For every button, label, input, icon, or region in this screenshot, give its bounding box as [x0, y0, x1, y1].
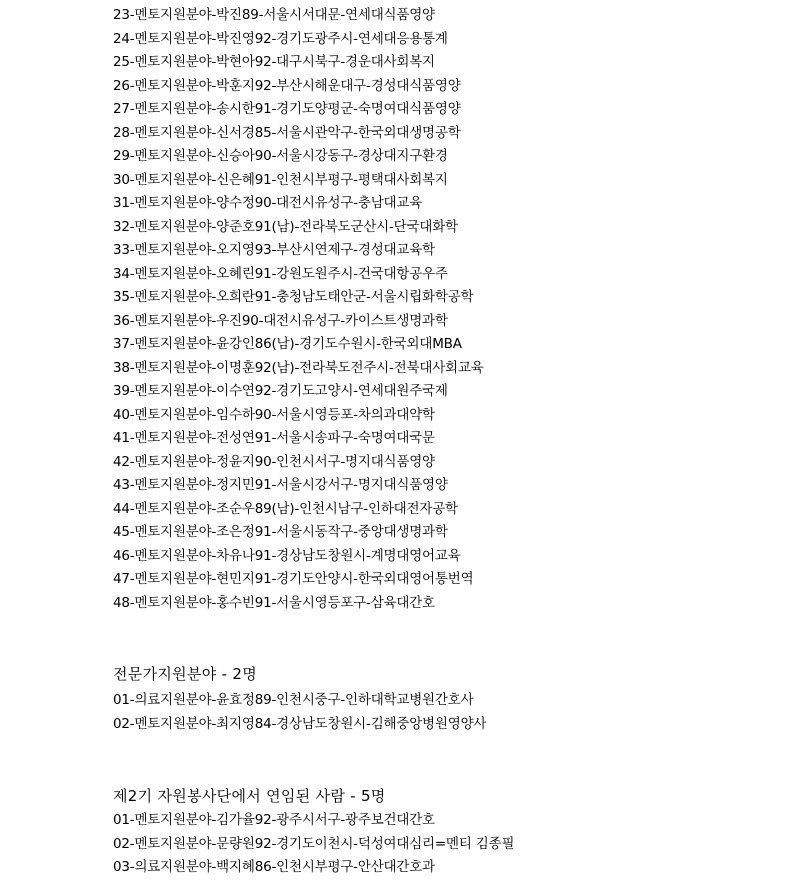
list-item: 45-멘토지원분야-조은정91-서울시동작구-중앙대생명과학 — [113, 524, 448, 540]
list-item: 29-멘토지원분야-신승아90-서울시강동구-경상대지구환경 — [113, 148, 448, 164]
list-item: 28-멘토지원분야-신서경85-서울시관악구-한국외대생명공학 — [113, 124, 461, 141]
list-item: 26-멘토지원분야-박훈지92-부산시해운대구-경성대식품영양 — [113, 77, 461, 94]
reappointed-section-heading: 제2기 자원봉사단에서 연임된 사람 - 5명 — [113, 787, 386, 805]
list-item: 30-멘토지원분야-신은혜91-인천시부평구-평택대사회복지 — [113, 171, 448, 188]
list-item: 02-멘토지원분야-문량원92-경기도이천시-덕성여대심리=멘티 김종필 — [113, 835, 515, 852]
list-item: 47-멘토지원분야-현민지91-경기도안양시-한국외대영어통번역 — [113, 571, 474, 587]
list-item: 40-멘토지원분야-임수하90-서울시영등포-차의과대약학 — [113, 406, 435, 423]
list-item: 48-멘토지원분야-홍수빈91-서울시영등포구-삼육대간호 — [113, 594, 435, 611]
list-item: 27-멘토지원분야-송시한91-경기도양평군-숙명여대식품영양 — [113, 101, 461, 117]
list-item: 24-멘토지원분야-박진영92-경기도광주시-연세대응용통계 — [113, 30, 448, 47]
mentor-list — [113, 4, 484, 615]
list-item: 01-의료지원분야-윤효정89-인천시중구-인하대학교병원간호사 — [113, 692, 474, 708]
list-item: 42-멘토지원분야-정윤지90-인천시서구-명지대식품영양 — [113, 453, 435, 470]
list-item: 46-멘토지원분야-차유나91-경상남도창원시-계명대영어교육 — [113, 547, 461, 564]
list-item: 31-멘토지원분야-양수정90-대전시유성구-충남대교육 — [113, 195, 423, 211]
list-item: 23-멘토지원분야-박진89-서울시서대문-연세대식품영양 — [113, 7, 435, 23]
list-item: 39-멘토지원분야-이수연92-경기도고양시-연세대원주국제 — [113, 383, 448, 399]
list-item: 32-멘토지원분야-양준호91(남)-전라북도군산시-단국대화학 — [113, 218, 458, 235]
list-item: 33-멘토지원분야-오지영93-부산시연제구-경성대교육학 — [113, 242, 435, 258]
list-item: 41-멘토지원분야-전성연91-서울시송파구-숙명여대국문 — [113, 430, 435, 446]
expert-section-heading: 전문가지원분야 - 2명 — [113, 665, 258, 683]
list-item: 25-멘토지원분야-박현아92-대구시북구-경운대사회복지 — [113, 54, 435, 70]
list-item: 02-멘토지원분야-최지영84-경상남도창원시-김해중앙병원영양사 — [113, 715, 487, 732]
list-item: 44-멘토지원분야-조순우89(남)-인천시남구-인하대전자공학 — [113, 500, 458, 517]
expert-list — [113, 689, 486, 736]
list-item: 36-멘토지원분야-우진90-대전시유성구-카이스트생명과학 — [113, 312, 448, 329]
list-item: 01-멘토지원분야-김가율92-광주시서구-광주보건대간호 — [113, 812, 435, 828]
list-item: 03-의료지원분야-백지혜86-인천시부평구-안산대간호과 — [113, 859, 435, 875]
list-item: 35-멘토지원분야-오희란91-충청남도태안군-서울시립화학공학 — [113, 289, 474, 305]
list-item: 37-멘토지원분야-윤강인86(남)-경기도수원시-한국외대MBA — [113, 336, 462, 352]
list-item: 38-멘토지원분야-이명훈92(남)-전라북도전주시-전북대사회교육 — [113, 359, 484, 376]
list-item: 34-멘토지원분야-오혜린91-강원도원주시-건국대항공우주 — [113, 265, 448, 282]
reappointed-list — [113, 809, 514, 880]
list-item: 43-멘토지원분야-정지민91-서울시강서구-명지대식품영양 — [113, 477, 448, 493]
